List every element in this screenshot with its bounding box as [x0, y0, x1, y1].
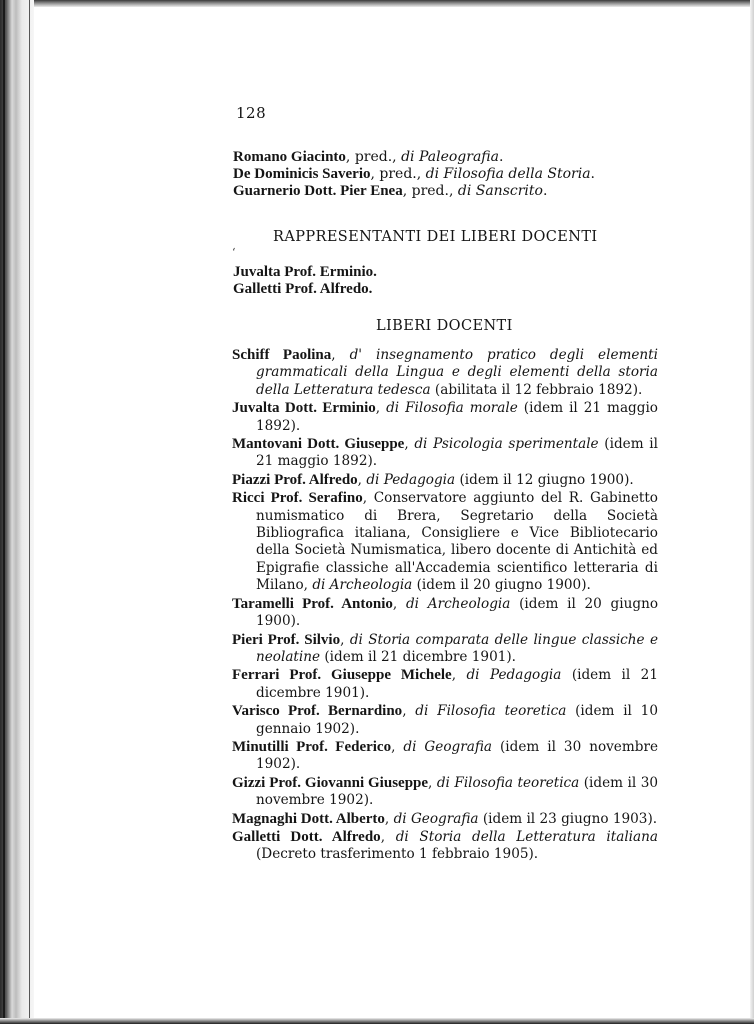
docente-entry: Pieri Prof. Silvio, di Storia comparata delle lingue classiche e neolatine (idem il 21 dicembre 1901).	[232, 631, 659, 665]
person-name: Varisco Prof. Bernardino	[232, 703, 403, 720]
entry-text: , pred.,	[370, 166, 426, 182]
person-name: De Dominicis Saverio	[233, 166, 371, 182]
entry-text: , pred.,	[345, 149, 402, 165]
intro-list	[233, 149, 663, 200]
docente-entry: Varisco Prof. Bernardino, di Filosofia teoretica (idem il 10 gennaio 1902).	[232, 703, 658, 737]
section-heading-rappresentanti: RAPPRESENTANTI DEI LIBERI DOCENTI	[273, 229, 598, 245]
person-name: Juvalta Dott. Erminio	[232, 400, 376, 417]
subject-text: di Filosofia teoretica	[415, 703, 567, 720]
entry-end: .	[498, 149, 504, 165]
docente-entry: Ferrari Prof. Giuseppe Michele, di Pedagogia (idem il 21 dicembre 1901).	[232, 667, 658, 701]
subject-text: di Filosofia teoretica	[436, 774, 580, 791]
person-name: Guarnerio Dott. Pier Enea	[233, 183, 403, 199]
person-name: Taramelli Prof. Antonio	[232, 595, 393, 612]
docente-entry: Magnaghi Dott. Alberto, di Geografia (idem il 23 giugno 1903).	[232, 810, 658, 827]
person-name: Galletti Dott. Alfredo	[232, 828, 381, 845]
docente-entry: Minutilli Prof. Federico, di Geografia (idem il 30 novembre 1902).	[232, 738, 658, 773]
intro-line	[233, 183, 663, 200]
rappresentante-name: Galletti Prof. Alfredo.	[233, 281, 373, 297]
docente-entry: Mantovani Dott. Giuseppe, di Psicologia sperimentale (idem il 21 maggio 1892).	[232, 436, 658, 470]
person-name: Minutilli Prof. Federico	[232, 738, 392, 755]
docente-entry: Gizzi Prof. Giovanni Giuseppe, di Filosofia teoretica (idem il 30 novembre 1902).	[232, 774, 658, 809]
binding-line	[29, 0, 30, 1024]
person-name: Mantovani Dott. Giuseppe	[232, 436, 405, 453]
person-name: Ricci Prof. Serafino	[232, 490, 363, 507]
subject-text: di Archeologia	[405, 595, 511, 612]
rappresentanti-list	[233, 264, 663, 298]
subject-text: di Geografia	[393, 810, 479, 827]
docente-entry: Ricci Prof. Serafino, Conservatore aggiunto del R. Gabinetto numismatico di Brera, Segretario della Società Bibliografica italiana, Consigliere e Vice Bibliotecario della Società Numismatica, libero docente di Antichità ed Epigrafie classiche all'Accademia scientifico letteraria di Milano, di Archeologia (idem il 20 giugno 1900).	[232, 490, 658, 594]
person-name: Schiff Paolina	[232, 347, 332, 363]
subject-text: di Psicologia sperimentale	[414, 436, 599, 453]
docente-entry: Juvalta Dott. Erminio, di Filosofia morale (idem il 21 maggio 1892).	[232, 400, 658, 434]
person-name: Pieri Prof. Silvio	[232, 631, 341, 648]
docente-entry: Schiff Paolina, d' insegnamento pratico degli elementi grammaticali della Lingua e degli elementi della storia della Letteratura tedesca (abilitata il 12 febbraio 1892).	[232, 347, 658, 398]
subject-text: di Filosofia morale	[386, 400, 518, 417]
entry-end: .	[590, 166, 595, 182]
person-name: Gizzi Prof. Giovanni Giuseppe	[232, 774, 429, 791]
docente-entry: Taramelli Prof. Antonio, di Archeologia (idem il 20 giugno 1900).	[232, 595, 659, 630]
scan-binding-edge	[0, 0, 34, 1024]
print-mark: ‘	[232, 246, 236, 259]
docente-entry: Galletti Dott. Alfredo, di Storia della Letteratura italiana (Decreto trasferimento 1 febbraio 1905).	[232, 828, 658, 863]
section-heading-liberi-docenti: LIBERI DOCENTI	[376, 318, 513, 334]
scan-right-edge	[750, 0, 754, 1024]
subject-text: di Pedagogia	[366, 471, 456, 488]
subject-text: di Storia della Letteratura italiana	[395, 828, 658, 845]
subject-text: di Storia comparata delle lingue classiche e neolatine	[256, 631, 659, 665]
subject-text: di Filosofia della Storia	[425, 166, 591, 182]
subject-text: d' insegnamento pratico degli elementi grammaticali della Lingua e degli elementi della storia della Letteratura tedesca	[256, 347, 658, 398]
scan-top-edge	[34, 0, 754, 7]
person-name: Romano Giacinto	[233, 149, 346, 165]
intro-line	[233, 149, 663, 166]
scan-bottom-edge	[0, 1018, 754, 1024]
subject-text: di Archeologia	[312, 577, 413, 594]
person-name: Ferrari Prof. Giuseppe Michele	[232, 667, 452, 684]
page-number: 128	[236, 104, 267, 122]
docente-entry: Piazzi Prof. Alfredo, di Pedagogia (idem il 12 giugno 1900).	[232, 471, 634, 488]
entry-text: , pred.,	[402, 183, 458, 199]
subject-text: di Paleografia	[401, 149, 499, 165]
subject-text: di Sanscrito	[457, 183, 543, 199]
subject-text: di Geografia	[403, 738, 492, 755]
subject-text: di Pedagogia	[466, 667, 562, 684]
person-name: Piazzi Prof. Alfredo	[232, 471, 358, 488]
liberi-docenti-list	[232, 347, 658, 864]
rappresentante-name: Juvalta Prof. Erminio.	[233, 264, 377, 280]
intro-line	[233, 166, 663, 183]
entry-end: .	[542, 183, 548, 199]
person-name: Magnaghi Dott. Alberto	[232, 810, 385, 827]
binding-line	[3, 0, 5, 1024]
